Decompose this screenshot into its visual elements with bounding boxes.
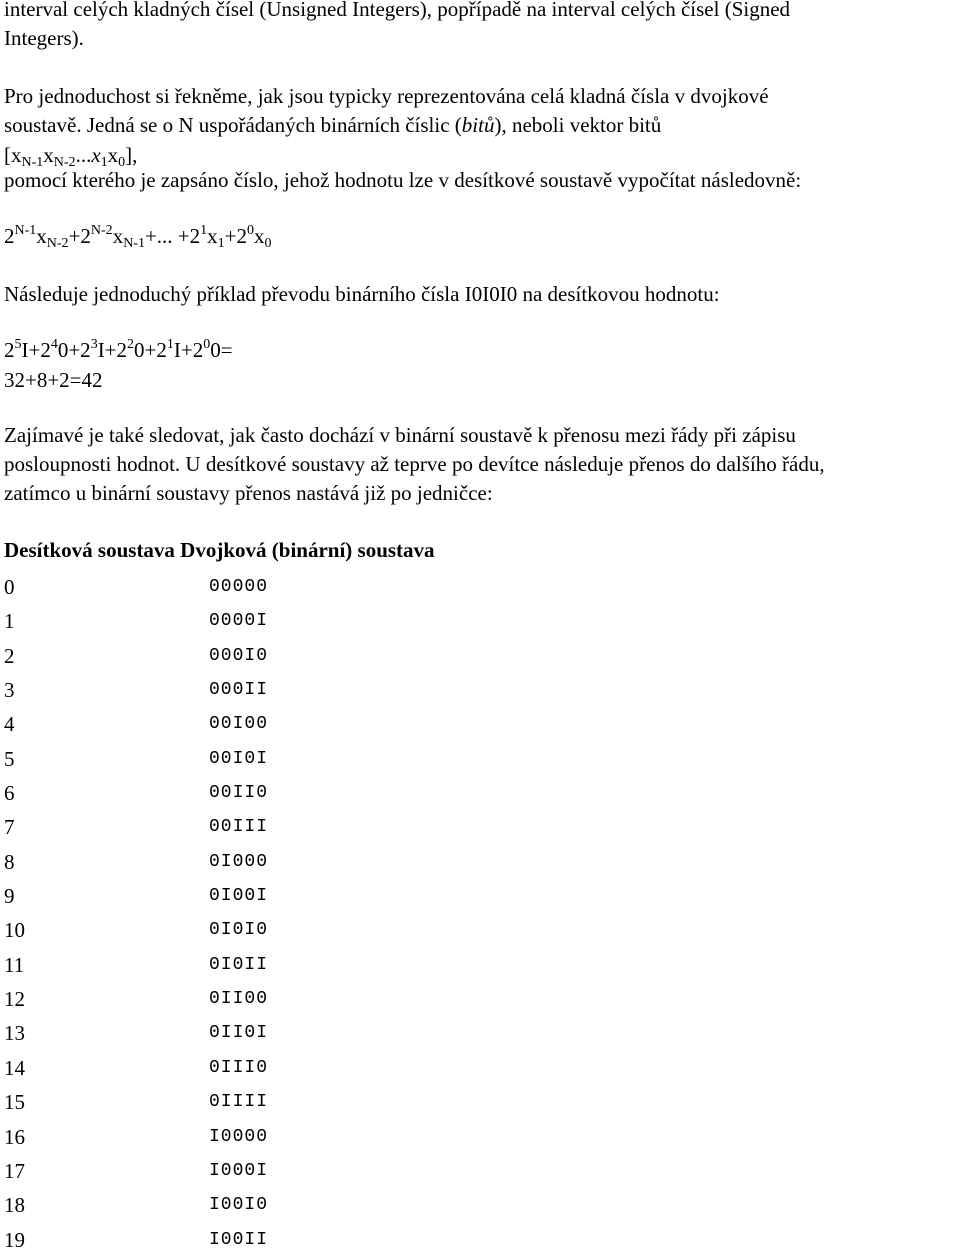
decimal-value: 16 — [4, 1124, 25, 1149]
decimal-value: 12 — [4, 987, 25, 1012]
binary-value: 0IIII — [209, 1092, 269, 1113]
value-formula: $2^{N-1}x_{N-2}+2^{N-2}x_{N-1}+$... $+2^1x_1+2^0x_0$ — [4, 223, 272, 251]
paragraph-line: interval celých kladných čísel (Unsigned Integers), popřípadě na interval celých čísel (Signed — [4, 0, 791, 21]
conversion-table — [4, 570, 404, 1257]
decimal-value: 19 — [4, 1227, 25, 1252]
decimal-value: 2 — [4, 643, 15, 668]
decimal-value: 17 — [4, 1158, 25, 1183]
decimal-value: 9 — [4, 884, 15, 909]
table-row — [4, 639, 404, 673]
table-row — [4, 1120, 404, 1154]
table-row — [4, 913, 404, 947]
decimal-value: 13 — [4, 1021, 25, 1046]
table-row — [4, 948, 404, 982]
decimal-value: 1 — [4, 609, 15, 634]
decimal-value: 14 — [4, 1055, 25, 1080]
decimal-value: 3 — [4, 678, 15, 703]
binary-value: I00II — [209, 1229, 269, 1250]
table-row — [4, 1016, 404, 1050]
table-row — [4, 810, 404, 844]
decimal-value: 6 — [4, 781, 15, 806]
binary-value: I000I — [209, 1160, 269, 1181]
binary-value: 0000I — [209, 611, 269, 632]
table-row — [4, 1223, 404, 1257]
table-row — [4, 845, 404, 879]
text-segment: soustavě. Jedná se o N uspořádaných binárních číslic ( — [4, 113, 462, 137]
binary-value: I0000 — [209, 1126, 269, 1147]
table-row — [4, 604, 404, 638]
binary-value: 0I0II — [209, 954, 269, 975]
binary-value: 000I0 — [209, 645, 269, 666]
binary-value: 0II00 — [209, 989, 269, 1010]
table-row — [4, 570, 404, 604]
table-row — [4, 1051, 404, 1085]
paragraph-line: Zajímavé je také sledovat, jak často dochází v binární soustavě k přenosu mezi řády při zápisu — [4, 423, 796, 447]
binary-value: 0III0 — [209, 1057, 269, 1078]
paragraph-line: pomocí kterého je zapsáno číslo, jehož hodnotu lze v desítkové soustavě vypočítat následovně: — [4, 168, 802, 192]
example-result: 32+8+2=42 — [4, 368, 103, 392]
table-row — [4, 1188, 404, 1222]
binary-value: 00I0I — [209, 748, 269, 769]
example-formula: $2^5I+2^40+2^3I+2^20+2^1I+2^00=$ — [4, 337, 233, 362]
table-row — [4, 1085, 404, 1119]
table-row — [4, 707, 404, 741]
paragraph-line — [4, 111, 661, 140]
binary-value: 000II — [209, 680, 269, 701]
table-row — [4, 982, 404, 1016]
binary-value: 0I000 — [209, 851, 269, 872]
binary-value: 0I00I — [209, 886, 269, 907]
italic-term: bitů — [461, 113, 495, 137]
decimal-value: 18 — [4, 1193, 25, 1218]
binary-value: I00I0 — [209, 1195, 269, 1216]
table-row — [4, 776, 404, 810]
decimal-value: 5 — [4, 746, 15, 771]
decimal-value: 7 — [4, 815, 15, 840]
decimal-value: 8 — [4, 849, 15, 874]
binary-value: 00III — [209, 817, 269, 838]
decimal-value: 4 — [4, 712, 15, 737]
table-row — [4, 1154, 404, 1188]
paragraph-line: zatímco u binární soustavy přenos nastává již po jedničce: — [4, 481, 493, 505]
paragraph-line: Pro jednoduchost si řekněme, jak jsou typicky reprezentována celá kladná čísla v dvojkové — [4, 84, 769, 108]
decimal-value: 11 — [4, 952, 25, 977]
paragraph-line: posloupnosti hodnot. U desítkové soustavy až teprve po devítce následuje přenos do dalšího řádu, — [4, 452, 825, 476]
binary-value: 00I00 — [209, 714, 269, 735]
binary-value: 00II0 — [209, 783, 269, 804]
text-segment: ), neboli vektor bitů — [494, 113, 662, 137]
decimal-value: 15 — [4, 1090, 25, 1115]
bit-vector-formula: $[x_{N-1}x_{N-2}...x_1x_0]$, — [4, 143, 138, 170]
decimal-value: 0 — [4, 575, 15, 599]
decimal-value: 10 — [4, 918, 25, 943]
paragraph-line: Integers). — [4, 26, 84, 50]
table-row — [4, 879, 404, 913]
binary-value: 0II0I — [209, 1023, 269, 1044]
binary-value: 00000 — [209, 577, 269, 597]
table-row — [4, 673, 404, 707]
paragraph-line: Následuje jednoduchý příklad převodu binárního čísla I0I0I0 na desítkovou hodnotu: — [4, 282, 720, 306]
binary-value: 0I0I0 — [209, 920, 269, 941]
table-row — [4, 742, 404, 776]
table-header: Desítková soustava Dvojková (binární) soustava — [4, 538, 435, 562]
